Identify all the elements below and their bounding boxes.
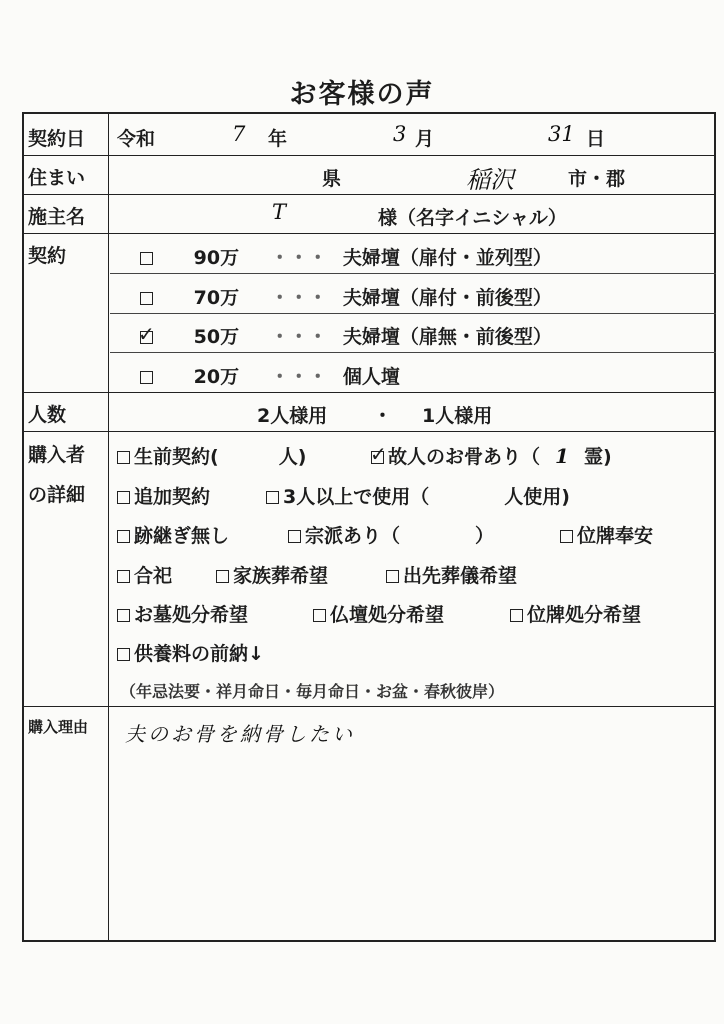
option-dots: ・・・	[270, 326, 328, 348]
checkbox[interactable]	[117, 530, 130, 543]
people-separator: ・	[373, 405, 393, 427]
contract-label: 契約	[28, 245, 67, 267]
memorial-note: （年忌法要・祥月命日・毎月命日・お盆・春秋彼岸）	[120, 682, 505, 701]
details-text: 合祀	[134, 565, 173, 587]
details-text: お墓処分希望	[134, 604, 249, 626]
checkbox[interactable]	[117, 648, 130, 661]
checkbox[interactable]	[510, 609, 523, 622]
details-text: ）	[475, 525, 495, 547]
people-option-1: 1人様用	[422, 405, 493, 427]
details-item	[117, 600, 248, 627]
contract-option	[140, 243, 552, 270]
deceased-count: 1	[555, 444, 569, 468]
details-text: 人)	[278, 446, 307, 468]
details-text: 位牌奉安	[577, 525, 654, 547]
details-text: 追加契約	[134, 486, 211, 508]
row-divider	[22, 431, 716, 432]
buyer-details-label-2: の詳細	[28, 484, 86, 506]
month-unit: 月	[415, 128, 435, 150]
owner-label: 施主名	[28, 206, 86, 228]
row-divider	[22, 155, 716, 156]
option-price: 70万	[193, 287, 240, 309]
contract-date-label: 契約日	[28, 128, 86, 150]
owner-suffix: 様（名字イニシャル）	[378, 207, 567, 229]
checkbox[interactable]	[288, 530, 301, 543]
option-divider	[110, 313, 716, 314]
checkbox-90[interactable]	[140, 252, 153, 265]
details-text: 跡継ぎ無し	[134, 525, 230, 547]
option-price: 50万	[193, 326, 240, 348]
details-item	[266, 482, 570, 509]
contract-option	[140, 362, 400, 389]
month-value: 3	[393, 122, 407, 146]
details-text: 3人以上で使用（	[283, 486, 430, 508]
option-dots: ・・・	[270, 287, 328, 309]
option-divider	[110, 273, 716, 274]
option-desc: 夫婦壇（扉付・並列型）	[342, 247, 552, 269]
checkbox[interactable]	[560, 530, 573, 543]
buyer-details-label-1: 購入者	[28, 444, 86, 466]
details-item	[313, 600, 444, 627]
checkbox[interactable]	[117, 451, 130, 464]
checkbox[interactable]	[216, 570, 229, 583]
checkbox[interactable]	[117, 570, 130, 583]
details-item	[371, 442, 612, 469]
reason-text: 夫のお骨を納骨したい	[125, 722, 355, 746]
option-desc: 夫婦壇（扉無・前後型）	[342, 326, 552, 348]
details-item	[510, 600, 641, 627]
checkbox[interactable]	[386, 570, 399, 583]
details-text: 位牌処分希望	[527, 604, 642, 626]
city-unit: 市・郡	[568, 168, 626, 190]
details-item	[386, 561, 517, 588]
details-item	[216, 561, 328, 588]
details-text: 供養料の前納↓	[134, 643, 264, 665]
contract-option	[140, 283, 552, 310]
option-price: 20万	[193, 366, 240, 388]
details-item	[117, 521, 229, 548]
checkbox[interactable]	[313, 609, 326, 622]
details-text: 人使用)	[504, 486, 570, 508]
owner-initial: T	[272, 200, 287, 224]
option-dots: ・・・	[270, 247, 328, 269]
year-value: 7	[232, 122, 246, 146]
people-option-2: 2人様用	[257, 405, 328, 427]
option-price: 90万	[193, 247, 240, 269]
option-divider	[110, 352, 716, 353]
era-text: 令和	[117, 128, 156, 150]
checkbox[interactable]	[370, 442, 387, 466]
details-text: 仏壇処分希望	[330, 604, 445, 626]
details-text: 生前契約(	[134, 446, 219, 468]
row-divider	[22, 392, 716, 393]
row-divider	[22, 233, 716, 234]
option-dots: ・・・	[270, 366, 328, 388]
contract-option	[140, 322, 552, 349]
checkbox-50[interactable]	[138, 322, 155, 346]
address-label: 住まい	[28, 167, 86, 189]
details-item	[560, 521, 653, 548]
details-item	[117, 482, 210, 509]
details-text: 宗派あり（	[305, 525, 401, 547]
check-mark-icon: ✓	[138, 322, 155, 346]
details-item	[117, 442, 306, 469]
details-item	[288, 521, 494, 548]
row-divider	[22, 706, 716, 707]
label-column-divider	[108, 112, 109, 942]
check-mark-icon: ✓	[370, 442, 387, 466]
checkbox[interactable]	[117, 609, 130, 622]
page-title: お客様の声	[289, 79, 435, 110]
details-item	[117, 639, 264, 666]
option-desc: 夫婦壇（扉付・前後型）	[342, 287, 552, 309]
checkbox[interactable]	[117, 491, 130, 504]
details-text: 出先葬儀希望	[403, 565, 518, 587]
reason-label: 購入理由	[28, 718, 89, 736]
day-unit: 日	[586, 128, 606, 150]
year-unit: 年	[268, 128, 288, 150]
city-value: 稲沢	[466, 166, 514, 194]
details-text: 霊)	[584, 446, 612, 468]
prefecture-unit: 県	[322, 168, 342, 190]
details-text: 家族葬希望	[233, 565, 329, 587]
row-divider	[22, 194, 716, 195]
checkbox-20[interactable]	[140, 371, 153, 384]
details-text: 故人のお骨あり（	[388, 446, 541, 468]
checkbox[interactable]	[266, 491, 279, 504]
checkbox-70[interactable]	[140, 292, 153, 305]
details-item	[117, 561, 172, 588]
people-label: 人数	[28, 404, 67, 426]
option-desc: 個人壇	[342, 366, 400, 388]
day-value: 31	[548, 122, 575, 146]
